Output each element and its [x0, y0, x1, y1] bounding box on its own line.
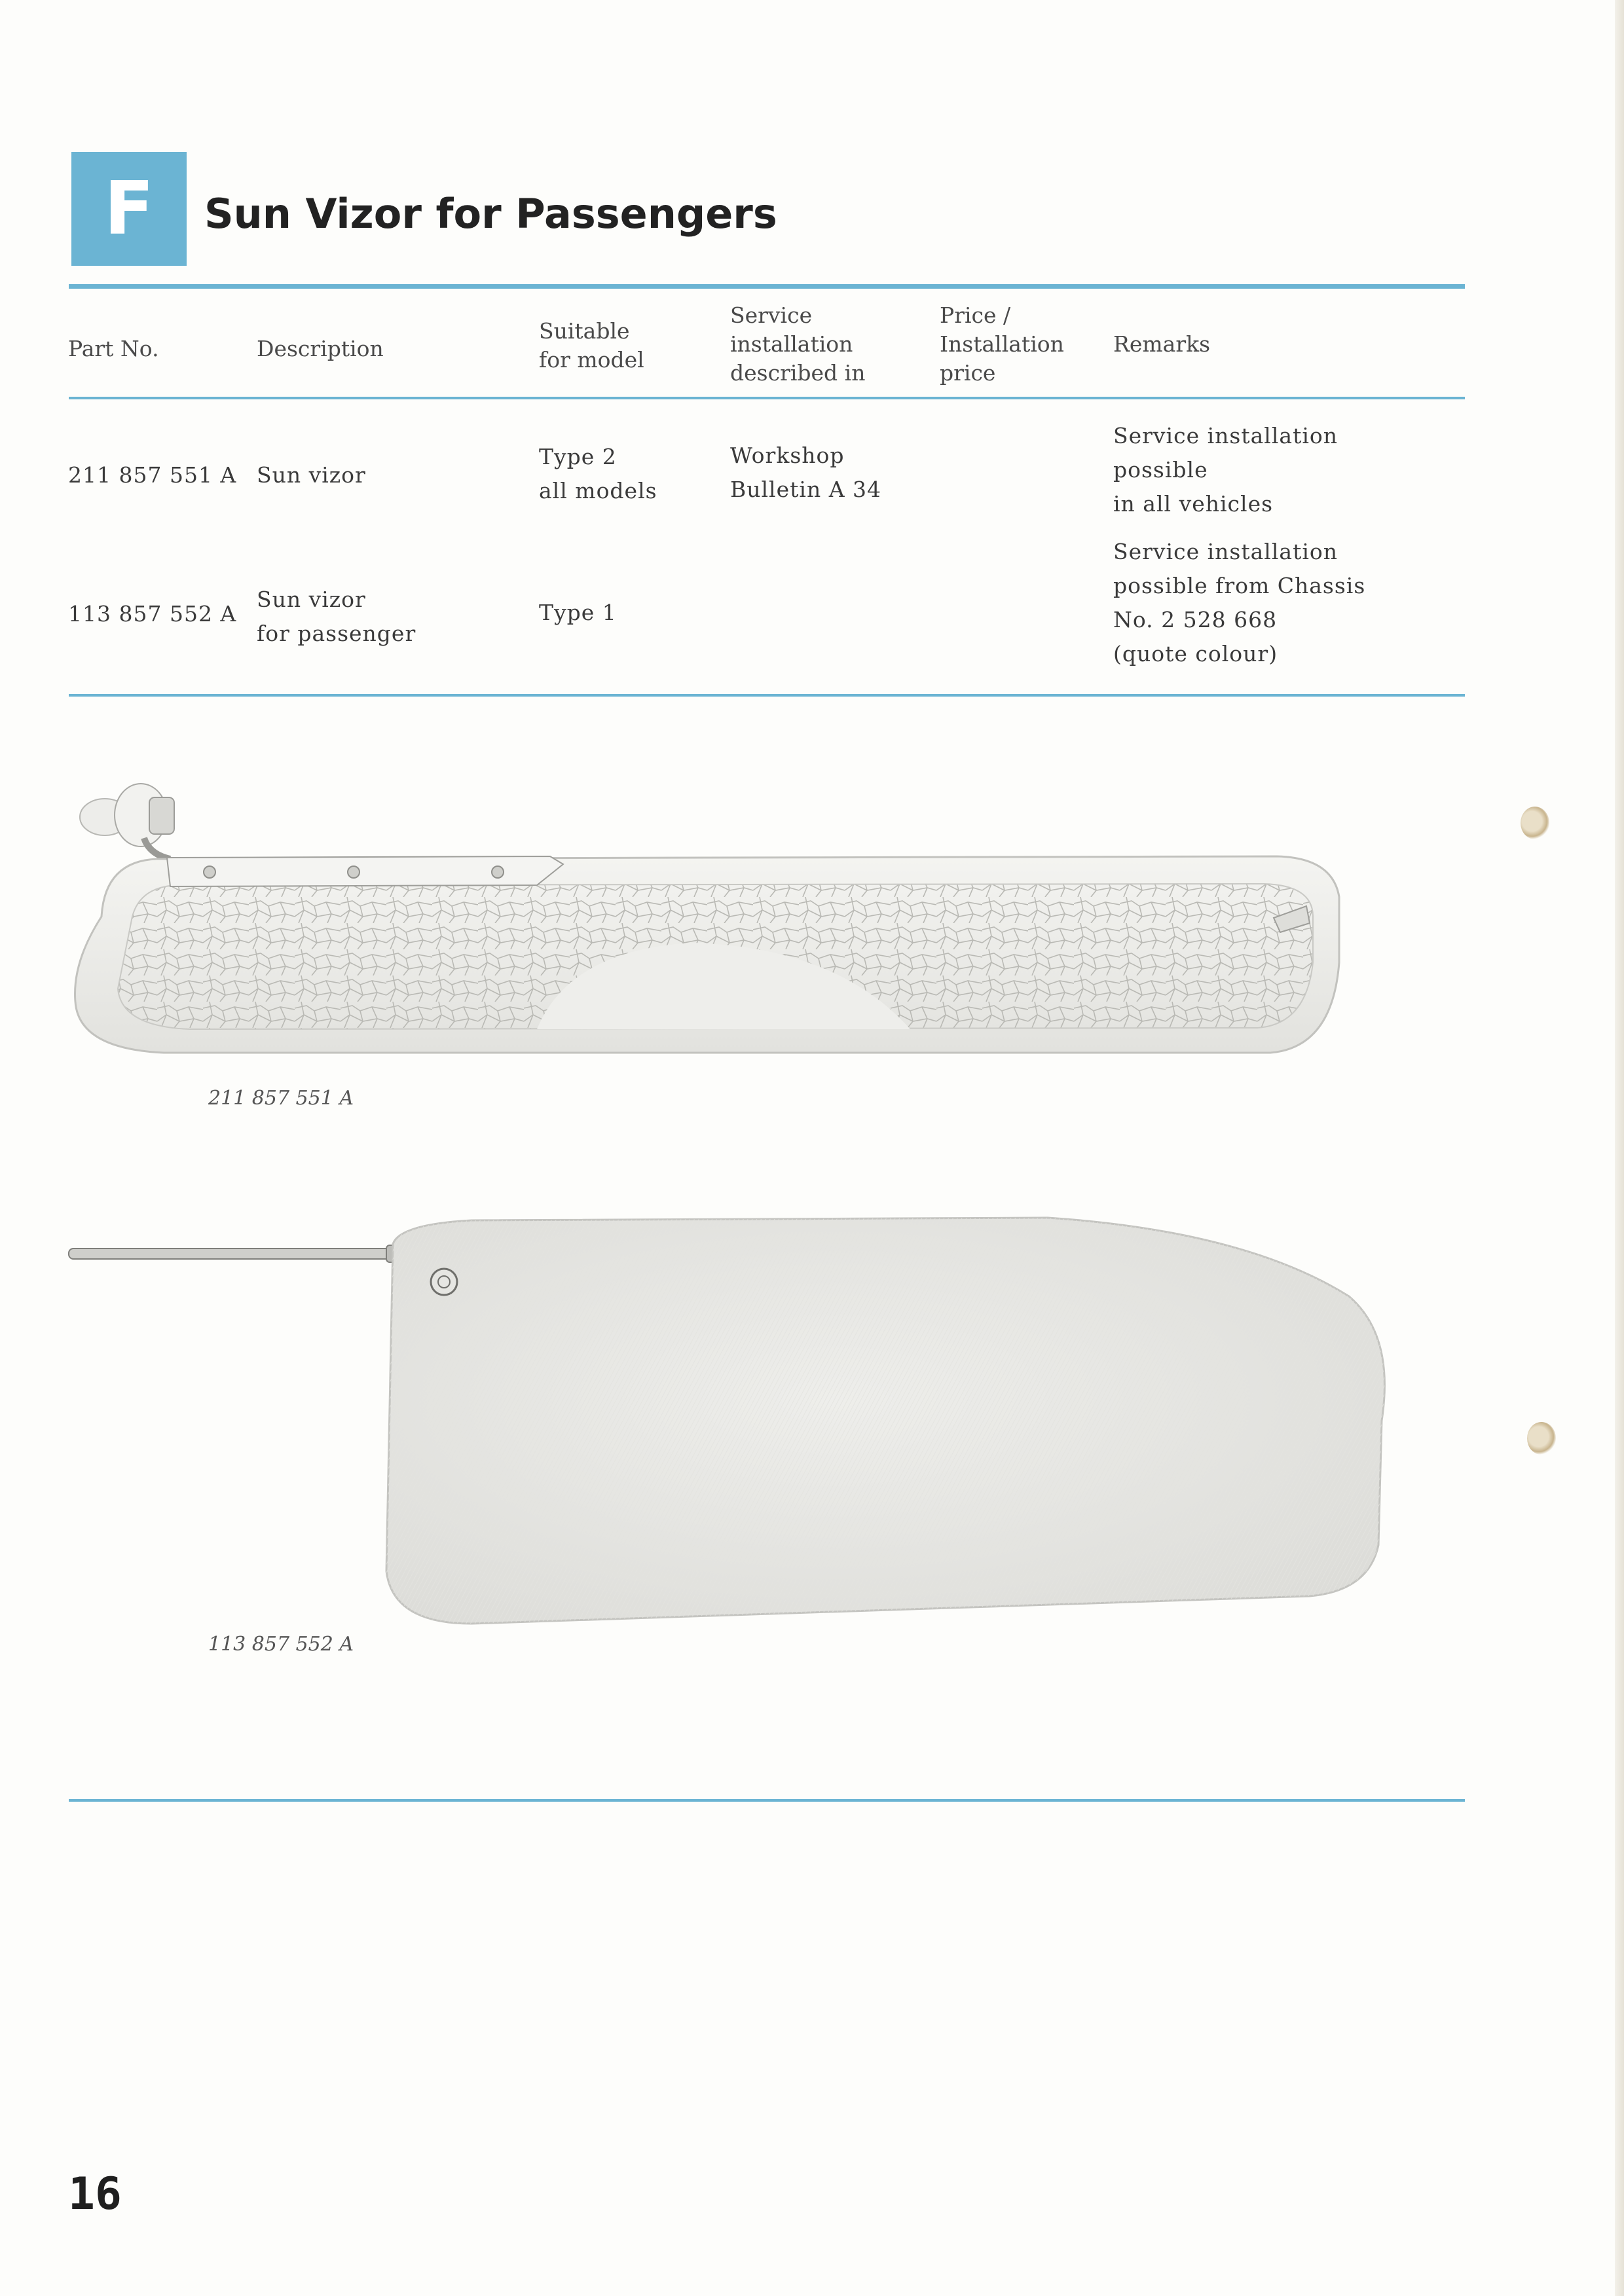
ribbed-sun-visor-image — [65, 1205, 1414, 1650]
figure-caption: 211 857 551 A — [208, 1087, 354, 1110]
section-badge: F — [71, 152, 187, 266]
cell-description: Sun vizor — [257, 462, 366, 488]
punch-hole — [1527, 1422, 1556, 1455]
col-header-part-no: Part No. — [68, 336, 159, 361]
page-title: Sun Vizor for Passengers — [204, 190, 777, 238]
bottom-rule — [69, 1799, 1465, 1802]
col-header-remarks: Remarks — [1113, 331, 1211, 357]
col-header-price: Price / Installation price — [940, 302, 1064, 386]
col-header-description: Description — [257, 336, 384, 361]
cell-description: Sun vizor for passenger — [257, 587, 416, 646]
cell-suitable: Type 1 — [539, 600, 617, 625]
cell-part-no: 211 857 551 A — [68, 462, 237, 488]
page-edge — [1615, 0, 1624, 2296]
cell-remarks: Service installation possible from Chassis No. 2 528 668 (quote colour) — [1113, 539, 1366, 666]
header-rule — [69, 284, 1465, 289]
page-number: 16 — [68, 2168, 122, 2220]
textured-sun-visor-image — [65, 766, 1375, 1074]
cell-remarks: Service installation possible in all vehicles — [1113, 423, 1338, 517]
col-header-service: Service installation described in — [730, 302, 866, 386]
punch-hole — [1521, 807, 1549, 839]
col-header-suitable: Suitable for model — [539, 318, 644, 373]
table-header-rule — [69, 397, 1465, 399]
cell-suitable: Type 2 all models — [539, 444, 657, 503]
figure-caption: 113 857 552 A — [208, 1633, 354, 1656]
table-bottom-rule — [69, 694, 1465, 697]
cell-part-no: 113 857 552 A — [68, 601, 237, 627]
cell-service: Workshop Bulletin A 34 — [730, 443, 882, 502]
